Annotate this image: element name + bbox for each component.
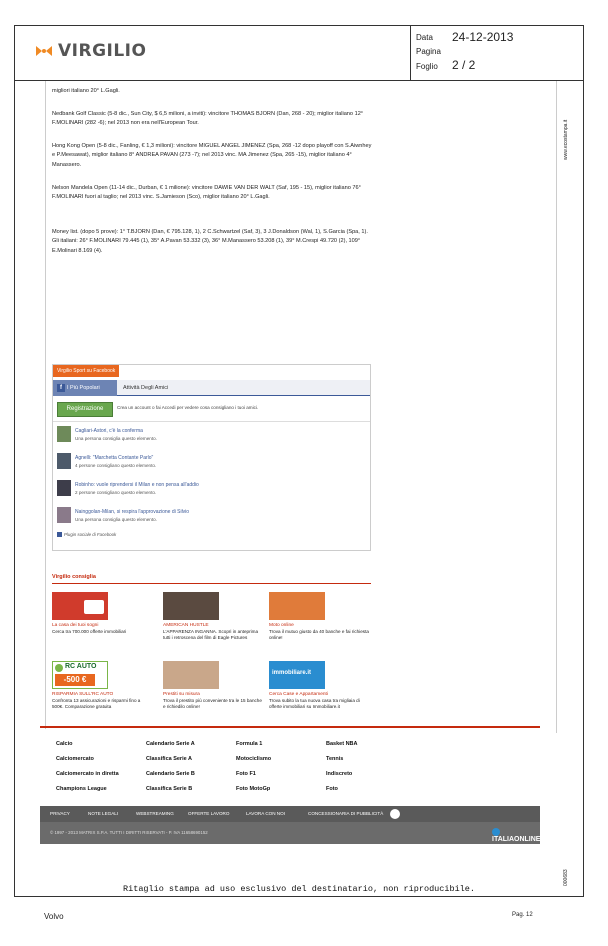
facebook-widget xyxy=(52,364,371,551)
side-url: www.ecostampa.it xyxy=(563,119,569,160)
promo-desc: Trova il prestito più conveniente tra le 15 banche e richiedilo online! xyxy=(163,698,262,709)
item-recommendation: 2 persone consigliano questo elemento. xyxy=(75,490,157,495)
italiaonline-label: ITALIAONLINE xyxy=(492,836,541,843)
item-recommendation: Una persona consiglia questo elemento. xyxy=(75,517,157,522)
footer-page: Pag. 12 xyxy=(512,912,533,918)
footer-link[interactable]: Calendario Serie A xyxy=(146,741,195,747)
promo-title[interactable]: AMERICAN HUSTLE xyxy=(163,623,209,628)
footer-link[interactable]: Calcio xyxy=(56,741,73,747)
plugin-label: Plugin sociale di Facebook xyxy=(64,532,117,537)
legal-link[interactable]: OFFERTE LAVORO xyxy=(188,811,230,816)
list-item[interactable] xyxy=(57,426,357,446)
footer-link[interactable]: Champions League xyxy=(56,786,107,792)
immobiliare-logo xyxy=(269,661,325,689)
data-value: 24-12-2013 xyxy=(452,30,514,44)
promo-title[interactable]: La casa dei tuoi sogni xyxy=(52,623,99,628)
house-image xyxy=(52,592,108,620)
footer-link[interactable]: Tennis xyxy=(326,756,344,762)
tab-popular[interactable] xyxy=(53,380,117,396)
article-paragraph: migliori italiano 20° L.Gagli. xyxy=(52,88,120,94)
facebook-widget-title: Virgilio Sport su Facebook xyxy=(53,365,119,377)
list-item[interactable] xyxy=(57,507,357,527)
promo-card[interactable] xyxy=(163,661,263,710)
rc-label: RC AUTO xyxy=(65,663,97,670)
header-divider xyxy=(410,25,411,81)
article-paragraph: Nedbank Golf Classic (5-8 dic., Sun City, $ 6,5 milioni, a inviti): vincitore THOMAS BJORN (Dan, 268 - 20); miglior italiano 12° F.MOLINARI (282 -6); nel 2013 non era nell'European Tour. xyxy=(52,111,364,127)
article-paragraph: Hong Kong Open (5-8 dic., Fanling, € 1,3 milioni): vincitore MIGUEL ANGEL JIMENEZ (Spa, 268 -12 dopo playoff con S.Aiwnhey e P.Meesawat), miglior italiano 8° ANDREA PAVAN (273 -7); nel 2013 vinc. MA Jimenez (Spa, 265 -15), miglior italiano 4° Manassero. xyxy=(52,143,372,168)
divider xyxy=(53,421,370,422)
promo-card[interactable] xyxy=(52,592,152,635)
shield-icon xyxy=(390,809,400,819)
footer-link[interactable]: Indiscreto xyxy=(326,771,353,777)
facebook-tabs xyxy=(53,380,370,396)
legal-link[interactable]: PRIVACY xyxy=(50,811,70,816)
virgilio-logo xyxy=(34,41,146,61)
footer-rule xyxy=(40,726,540,728)
content-left-border xyxy=(45,81,46,733)
register-note: Crea un account o fai Accedi per vedere cosa consigliano i tuoi amici. xyxy=(117,405,259,410)
loan-image xyxy=(163,661,219,689)
item-recommendation: 4 persone consigliano questo elemento. xyxy=(75,463,157,468)
tab-popular-label: I Più Popolari xyxy=(67,385,100,391)
copyright-bar xyxy=(40,822,540,844)
thumbnail xyxy=(57,507,71,523)
data-label: Data xyxy=(416,33,433,42)
logo-text: VIRGILIO xyxy=(58,41,147,61)
register-button[interactable]: Registrazione xyxy=(57,402,113,417)
foglio-label: Foglio xyxy=(416,62,438,71)
virgilio-logo-icon xyxy=(34,43,54,59)
promo-desc: L'APPARENZA INGANNA. Scopri in anteprima tutti i retroscena del film di Eagle Pictures xyxy=(163,629,258,640)
legal-bar xyxy=(40,806,540,822)
facebook-icon: f xyxy=(57,384,65,392)
facebook-icon xyxy=(57,532,62,537)
footer-link[interactable]: Calciomercato in diretta xyxy=(56,771,119,777)
clipping-header xyxy=(14,25,584,81)
footer-link[interactable]: Calendario Serie B xyxy=(146,771,195,777)
thumbnail xyxy=(57,453,71,469)
list-item[interactable] xyxy=(57,480,357,500)
section-title: Virgilio consiglia xyxy=(52,574,96,580)
thumbnail xyxy=(57,480,71,496)
pagina-label: Pagina xyxy=(416,47,441,56)
legal-link[interactable]: LAVORA CON NOI xyxy=(246,811,285,816)
footer-link[interactable]: Classifica Serie A xyxy=(146,756,192,762)
promo-title[interactable]: RISPARMIA SULL'RC AUTO xyxy=(52,692,114,697)
promo-card[interactable] xyxy=(52,661,152,710)
promo-card[interactable] xyxy=(269,592,369,641)
promo-card[interactable] xyxy=(163,592,263,641)
copyright-text: © 1997 - 2013 MATRIX S.P.A. TUTTI I DIRITTI RISERVATI - P. IVA 11658690152 xyxy=(50,830,208,835)
footer-link[interactable]: Motociclismo xyxy=(236,756,272,762)
item-link[interactable]: Cagliari-Astori, c'è la conferma xyxy=(75,428,143,434)
footer-link[interactable]: Basket NBA xyxy=(326,741,358,747)
item-link[interactable]: Robinho: vuole riprendersi il Milan e non pensa all'addio xyxy=(75,482,199,488)
rc-auto-image xyxy=(52,661,108,689)
promo-title[interactable]: Cerca Case e Appartamenti xyxy=(269,692,328,697)
legal-link[interactable]: CONCESSIONARIA DI PUBBLICITÀ xyxy=(308,811,384,816)
promo-desc: Cerca tra 700.000 offerte immobiliari xyxy=(52,629,127,634)
footer-client: Volvo xyxy=(44,912,64,921)
article-paragraph: Money list. (dopo 5 prove): 1° T.BJORN (Dan, € 795.128, 1), 2 C.Schwartzel (Saf, 3), 3 J.Donaldson (Wal, 1), S.Garcia (Spa, 1). Gli italiani: 26° F.MOLINARI 79.445 (1), 35° A.Pavan 53.332 (3), 36° M.Manassero 53.208 (1), 39° M.Crespi 49.720 (2), 109° E.Molinari 8.169 (4). xyxy=(52,229,368,254)
promo-desc: Trova subito la tua nuova casa tra migliaia di offerte immobiliari su Immobiliare.it xyxy=(269,698,360,709)
italiaonline-logo xyxy=(492,828,540,843)
promo-desc: Confronta 13 assicurazioni e risparmi fino a 500€. Comparazione gratuita xyxy=(52,698,141,709)
promo-title[interactable]: Prestiti su misura xyxy=(163,692,200,697)
clipping-notice: Ritaglio stampa ad uso esclusivo del destinatario, non riproducibile. xyxy=(123,884,475,894)
promo-title[interactable]: Moto online xyxy=(269,623,294,628)
footer-link[interactable]: Foto MotoGp xyxy=(236,786,271,792)
article-paragraph: Nelson Mandela Open (11-14 dic., Durban, € 1 milione): vincitore DAWIE VAN DER WALT (Saf, 195 - 15), miglior italiano 76° F.MOLINARI fuori al taglio; nel 2013 vinc. S.Jamieson (Sco), miglior italiano 20° L.Gagli. xyxy=(52,185,361,201)
footer-link[interactable]: Foto F1 xyxy=(236,771,256,777)
item-link[interactable]: Agnelli: "Marchetta Contante Parlo" xyxy=(75,455,154,461)
footer-link[interactable]: Foto xyxy=(326,786,338,792)
foglio-value: 2 / 2 xyxy=(452,58,476,72)
promo-card[interactable] xyxy=(269,661,369,710)
content-right-border xyxy=(556,81,557,733)
footer-link[interactable]: Formula 1 xyxy=(236,741,263,747)
thumbnail xyxy=(57,426,71,442)
moto-image xyxy=(269,592,325,620)
movie-image xyxy=(163,592,219,620)
footer-links xyxy=(40,729,540,804)
list-item[interactable] xyxy=(57,453,357,473)
side-code: 000683 xyxy=(563,869,569,886)
tab-friends-activity[interactable]: Attività Degli Amici xyxy=(123,385,169,391)
facebook-plugin-footer[interactable] xyxy=(57,532,116,537)
section-rule xyxy=(52,583,371,584)
legal-link[interactable]: WEBSTREAMING xyxy=(136,811,174,816)
immobiliare-label: immobiliare.it xyxy=(272,670,312,676)
footer-link[interactable]: Calciomercato xyxy=(56,756,94,762)
rc-amount: -500 € xyxy=(55,674,95,686)
item-recommendation: Una persona consiglia questo elemento. xyxy=(75,436,157,441)
footer-link[interactable]: Classifica Serie B xyxy=(146,786,193,792)
legal-link[interactable]: NOTE LEGALI xyxy=(88,811,119,816)
promo-desc: Trova il mutuo giusto da 40 banche e fai richiesta online! xyxy=(269,629,369,640)
item-link[interactable]: Nainggolan-Milan, si respira l'approvazione di Silvio xyxy=(75,509,190,515)
italiaonline-icon xyxy=(492,828,500,836)
